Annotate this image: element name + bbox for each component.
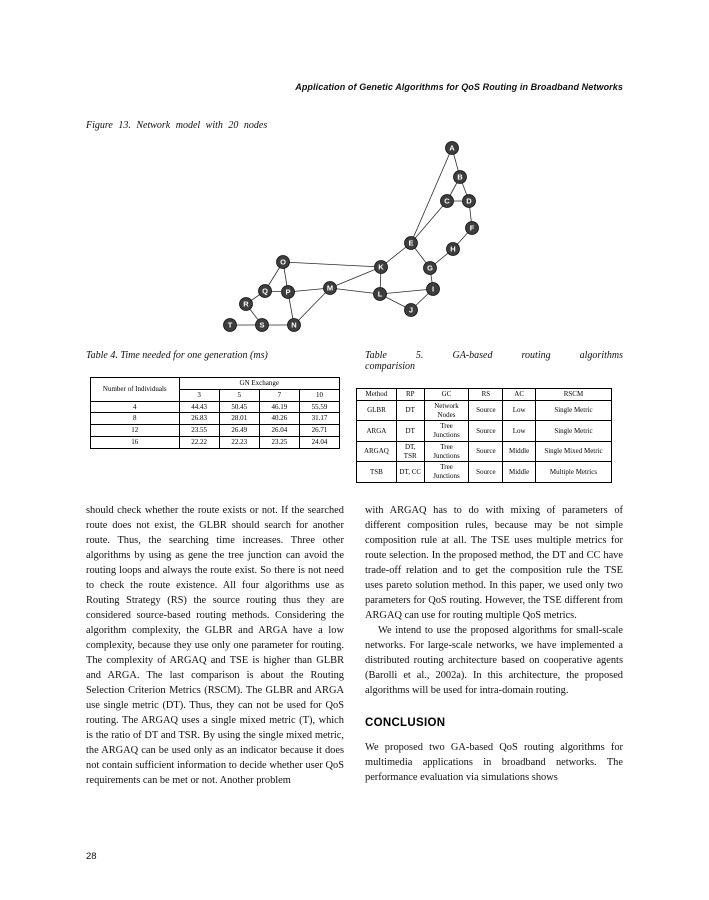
table-cell: GLBR — [357, 400, 397, 421]
running-header: Application of Genetic Algorithms for QoS Routing in Broadband Networks — [295, 82, 623, 92]
table4-col-label: 3 — [179, 389, 219, 401]
node-label: G — [427, 263, 433, 273]
table-cell: 55.59 — [299, 401, 339, 413]
table5-col-label: AC — [503, 389, 536, 401]
table-cell: 24.04 — [299, 436, 339, 448]
table-cell: Tree Junctions — [424, 441, 469, 462]
network-node-R — [240, 298, 253, 311]
network-node-N — [288, 319, 301, 332]
table5-col-label: GC — [424, 389, 469, 401]
table-cell: Source — [469, 441, 503, 462]
network-node-J — [405, 304, 418, 317]
table5-caption: Table 5. GA-based routing algorithms comparision — [365, 350, 623, 372]
network-node-S — [256, 319, 269, 332]
table-row — [357, 421, 612, 442]
table-row — [357, 462, 612, 483]
table-cell: 22.22 — [179, 436, 219, 448]
table-cell: 12 — [91, 425, 180, 437]
body-paragraph: with ARGAQ has to do with mixing of parameters of different composition rules, because may be not simple composition rule at all. The TSE uses multiple metrics for route selection. In the proposed method, the DT and CC have trade-off relation and to get the composition rule the TSE uses pareto solution method. In this paper, we used only two parameters for QoS routing. However, the TSE different from ARGAQ can use for routing multiple QoS metrics. — [365, 505, 623, 621]
network-node-F — [466, 222, 479, 235]
table-header-row — [357, 389, 612, 401]
table4-col-label: 10 — [299, 389, 339, 401]
network-node-H — [447, 243, 460, 256]
network-node-O — [277, 256, 290, 269]
table-cell: ARGA — [357, 421, 397, 442]
table-cell: DT, CC — [396, 462, 424, 483]
network-edge-M-N — [294, 288, 330, 325]
table-row — [91, 413, 340, 425]
table-cell: Single Metric — [535, 421, 611, 442]
node-label: J — [408, 305, 414, 315]
node-label: O — [280, 257, 286, 267]
table-cell: Single Metric — [535, 400, 611, 421]
network-node-C — [441, 195, 454, 208]
table-row — [91, 425, 340, 437]
network-node-K — [375, 261, 388, 274]
node-label: I — [431, 284, 435, 294]
table-cell: Low — [503, 400, 536, 421]
table-cell: Tree Junctions — [424, 462, 469, 483]
table-cell: ARGAQ — [357, 441, 397, 462]
network-node-M — [324, 282, 337, 295]
table-cell: 46.19 — [259, 401, 299, 413]
table-cell: TSB — [357, 462, 397, 483]
network-node-I — [427, 283, 440, 296]
network-edge-C-E — [411, 201, 447, 243]
table-cell: 23.55 — [179, 425, 219, 437]
network-node-T — [224, 319, 237, 332]
node-label: N — [291, 320, 297, 330]
table4-row-header: Number of Individuals — [91, 378, 180, 402]
algorithms-comparison-table — [356, 388, 612, 483]
table-cell: DT — [396, 421, 424, 442]
table-cell: 26.83 — [179, 413, 219, 425]
table-cell: Single Mixed Metric — [535, 441, 611, 462]
network-node-Q — [259, 285, 272, 298]
node-label: M — [326, 283, 334, 293]
node-label: K — [378, 262, 384, 272]
node-label: T — [227, 320, 233, 330]
table-row — [357, 400, 612, 421]
table-cell: 40.26 — [259, 413, 299, 425]
table-cell: 31.17 — [299, 413, 339, 425]
table-cell: 4 — [91, 401, 180, 413]
table4-col-label: 7 — [259, 389, 299, 401]
node-label: F — [469, 223, 475, 233]
network-diagram — [86, 138, 623, 343]
figure-caption: Figure 13. Network model with 20 nodes — [86, 120, 268, 131]
node-label: D — [466, 196, 472, 206]
node-label: C — [444, 196, 450, 206]
page-number: 28 — [86, 851, 97, 862]
table-cell: Tree Junctions — [424, 421, 469, 442]
table5-col-label: RP — [396, 389, 424, 401]
table-cell: 50.45 — [219, 401, 259, 413]
node-label: R — [243, 299, 249, 309]
network-node-B — [454, 171, 467, 184]
network-node-A — [446, 142, 459, 155]
table4-col-label: 5 — [219, 389, 259, 401]
body-text — [86, 503, 623, 788]
node-label: A — [449, 143, 455, 153]
network-node-L — [374, 288, 387, 301]
table5-col-label: RSCM — [535, 389, 611, 401]
table-cell: 26.71 — [299, 425, 339, 437]
table-row — [357, 441, 612, 462]
node-label: B — [457, 172, 463, 182]
table5-col-label: RS — [469, 389, 503, 401]
table-cell: 28.01 — [219, 413, 259, 425]
table-cell: Multiple Metrics — [535, 462, 611, 483]
body-paragraph: We intend to use the proposed algorithms for small-scale networks. For large-scale networks, we have implemented a distributed routing architecture based on cooperative agents (Barolli et al., 2002a). In this architecture, the proposed algorithms will be used for intra-domain routing. — [365, 625, 623, 696]
table-cell: Source — [469, 462, 503, 483]
conclusion-heading: CONCLUSION — [365, 717, 446, 729]
network-edge-K-O — [283, 262, 381, 267]
table-cell: 44.43 — [179, 401, 219, 413]
network-node-D — [463, 195, 476, 208]
node-label: P — [285, 287, 291, 297]
body-paragraph: We proposed two GA-based QoS routing algorithms for multimedia applications in broadband networks. The performance evaluation via simulations shows — [365, 742, 623, 783]
table-cell: 16 — [91, 436, 180, 448]
table-cell: DT — [396, 400, 424, 421]
table-cell: 26.49 — [219, 425, 259, 437]
table-cell: Source — [469, 421, 503, 442]
network-edge-I-L — [380, 289, 433, 294]
table-header-row — [91, 378, 340, 390]
left-column — [86, 503, 344, 788]
table4-caption: Table 4. Time needed for one generation (ms) — [86, 350, 268, 361]
node-label: L — [377, 289, 383, 299]
table-row — [91, 401, 340, 413]
node-label: H — [450, 244, 456, 254]
table-cell: Low — [503, 421, 536, 442]
node-label: Q — [262, 286, 268, 296]
table-cell: Source — [469, 400, 503, 421]
network-edge-L-M — [330, 288, 380, 294]
table-cell: Middle — [503, 441, 536, 462]
table-cell: DT, TSR — [396, 441, 424, 462]
node-label: S — [259, 320, 265, 330]
network-node-G — [424, 262, 437, 275]
right-column — [365, 503, 623, 788]
table-cell: Network Nodes — [424, 400, 469, 421]
table-cell: 26.04 — [259, 425, 299, 437]
node-label: E — [408, 238, 414, 248]
table-row — [91, 436, 340, 448]
table5-col-label: Method — [357, 389, 397, 401]
table-cell: 22.23 — [219, 436, 259, 448]
body-paragraph: should check whether the route exists or not. If the searched route does not exist, the GLBR should search for another route. Thus, the searching time increases. Three other algorithms by using as gene the tree junction can avoid the routing loops and always the route exist. So there is not need to check the route existence. All four algorithms use as Routing Strategy (RS) the source routing thus they are considered source-based routing methods. Considering the algorithm complexity, the GLBR and ARGA have a low complexity, because they use only one parameter for routing. The complexity of ARGAQ and TSE is higher than GLBR and ARGA. The last comparison is about the Routing Selection Criterion Metrics (RSCM). The GLBR and ARGA use single metric (DT). Thus, they can not be used for QoS routing. The ARGAQ uses a single mixed metric (T), which is the ratio of DT and TSR. By using the single mixed metric, the ARGAQ can be used only as an indicator because it does not contain sufficient information to decide whether user QoS requirements can be met or not. Another problem — [86, 505, 344, 786]
table-cell: 23.25 — [259, 436, 299, 448]
generation-time-table — [90, 377, 340, 449]
network-edge-K-M — [330, 267, 381, 288]
network-node-P — [282, 286, 295, 299]
table-cell: 8 — [91, 413, 180, 425]
table4-group-header: GN Exchange — [179, 378, 339, 390]
table-cell: Middle — [503, 462, 536, 483]
network-node-E — [405, 237, 418, 250]
